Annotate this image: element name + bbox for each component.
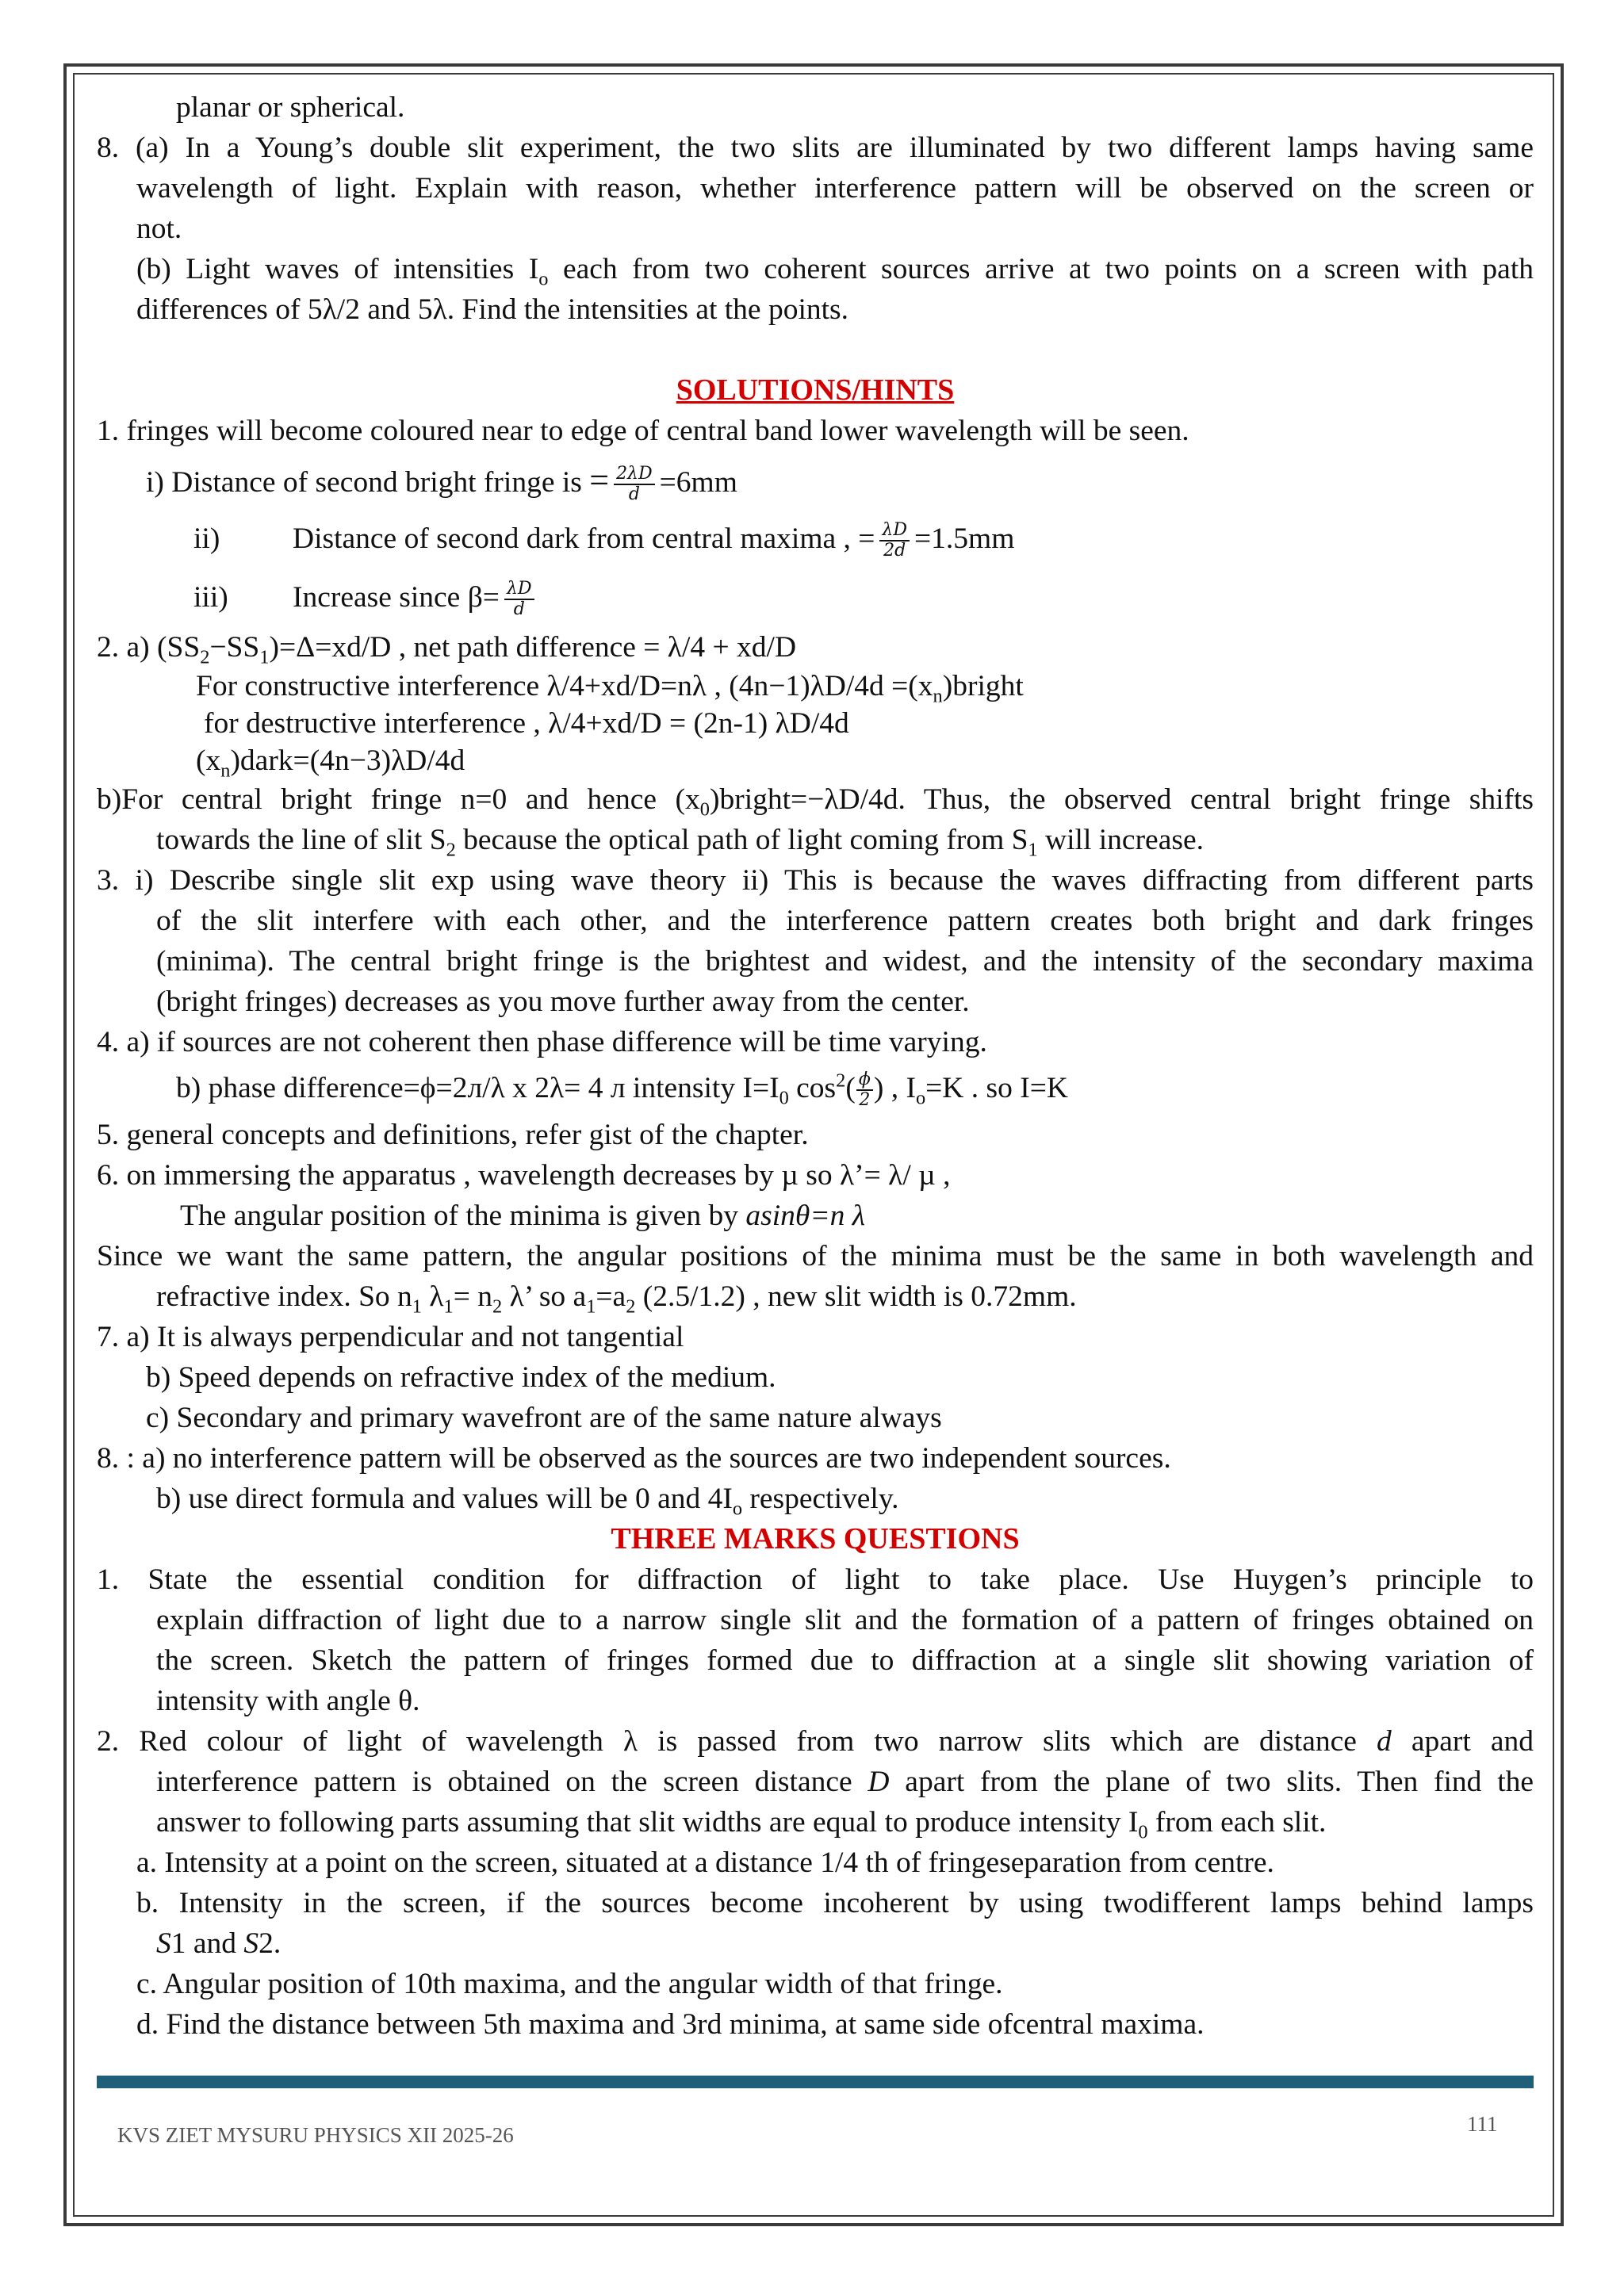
q8-line-3: not. [136, 212, 182, 245]
tm-q2-line-3: answer to following parts assuming that slit widths are equal to produce intensity $I_0$ from each slit. [156, 1806, 1327, 1843]
fraction-phi-over-2: $\frac{\phi}{2}$ [856, 1070, 873, 1110]
tm-q2-line-1: 2. Red colour of light of wavelength λ is passed from two narrow slits which are distance d apart and [97, 1725, 1534, 1758]
tm-q1-line-2: explain diffraction of light due to a narrow single slit and the formation of a pattern of fringes obtained on [156, 1604, 1534, 1636]
q8-line-2: wavelength of light. Explain with reason, whether interference pattern will be observed on the screen or [136, 172, 1534, 205]
fraction-2lambdaD-over-d: $\frac{2\lambda D}{d}$ [614, 465, 655, 504]
sol-7b: b) Speed depends on refractive index of the medium. [146, 1361, 776, 1394]
q8-line-4: (b) Light waves of intensities $I_o$ each from two coherent sources arrive at two points on a screen with path [136, 253, 1534, 290]
sol-1: 1. fringes will become coloured near to edge of central band lower wavelength will be seen. [97, 415, 1189, 447]
solutions-heading: SOLUTIONS/HINTS [676, 373, 955, 407]
tm-q2-part-b-cont: S1 and S2. [156, 1927, 282, 1960]
sol-3c: (minima). The central bright fringe is the brightest and widest, and the intensity of the secondary maxima [156, 945, 1534, 978]
q8-line-1: 8. (a) In a Young’s double slit experiment, the two slits are illuminated by two different lamps having same [97, 132, 1534, 164]
spacer [97, 330, 1534, 370]
footer-text: KVS ZIET MYSURU PHYSICS XII 2025-26 [117, 2123, 514, 2147]
sol-7a: 7. a) It is always perpendicular and not tangential [97, 1321, 684, 1353]
fraction-lambdaD-over-2d: $\frac{\lambda D}{2d}$ [879, 521, 910, 561]
sol-2c: for destructive interference , λ/4+xd/D = (2n-1) λD/4d [204, 707, 849, 740]
sol-3d: (bright fringes) decreases as you move further away from the center. [156, 985, 970, 1018]
q8-line-5: differences of 5λ/2 and 5λ. Find the intensities at the points. [136, 293, 849, 326]
sol-1-ii: ii) Distance of second dark from central maxima , = $\frac{\lambda D}{2d}$ =1.5mm [193, 520, 1015, 561]
tm-q1-line-3: the screen. Sketch the pattern of fringes formed due to diffraction at a single slit showing variation of [156, 1644, 1534, 1677]
sol-7c: c) Secondary and primary wavefront are of the same nature always [146, 1402, 942, 1434]
tm-q1-line-1: 1. State the essential condition for diffraction of light to take place. Use Huygen’s principle to [97, 1563, 1534, 1596]
page-number: 111 [1467, 2112, 1498, 2136]
sol-2f: towards the line of slit $S_2$ because the optical path of light coming from $S_1$ will increase. [156, 824, 1204, 861]
sol-2b: For constructive interference λ/4+xd/D=nλ , $(4n-1)\lambda D/4d =(x_n)bright$ [196, 670, 1024, 707]
sol-2d: $(x_n)dark=(4n-3)\lambda D/4d$ [196, 744, 465, 782]
sol-3b: of the slit interfere with each other, and the interference pattern creates both bright and dark fringes [156, 905, 1534, 937]
tm-q2-part-b: b. Intensity in the screen, if the sources become incoherent by using twodifferent lamps behind lamps [136, 1887, 1534, 1919]
sol-2e: b)For central bright fringe n=0 and hence $(x_0)bright=-\lambda D/4d$. Thus, the observed central bright fringe shifts [97, 783, 1534, 821]
tm-q2-part-a: a. Intensity at a point on the screen, situated at a distance 1/4 th of fringeseparation from centre. [136, 1846, 1274, 1879]
sol-4b: b) phase difference=ϕ=2л/λ x 2λ= 4 л intensity $I=I_0$ $\cos^2$( $\frac{\phi}{2}$ ) , $I_o=K$ . so I=K [176, 1070, 1068, 1111]
sol-3a: 3. i) Describe single slit exp using wave theory ii) This is because the waves diffracting from different parts [97, 864, 1534, 897]
sol-5: 5. general concepts and definitions, refer gist of the chapter. [97, 1119, 809, 1151]
tm-q2-line-2: interference pattern is obtained on the screen distance D apart from the plane of two slits. Then find the [156, 1766, 1534, 1798]
sol-6b: The angular position of the minima is given by asinθ=n λ [180, 1200, 866, 1232]
sol-1-iii: iii) Increase since β= $\frac{\lambda D}{d}$ [97, 568, 1534, 627]
sol-6d: refractive index. So $n_1$ $\lambda_1= n_2$ λ’ so $a_1=a_2$ (2.5/1.2) , new slit width is 0.72mm. [156, 1280, 1077, 1318]
sol-8a: 8. : a) no interference pattern will be observed as the sources are two independent sources. [97, 1442, 1171, 1475]
sol-4a: 4. a) if sources are not coherent then phase difference will be time varying. [97, 1026, 987, 1058]
tm-q2-part-c: c. Angular position of 10th maxima, and the angular width of that fringe. [136, 1968, 1003, 2000]
sol-6a: 6. on immersing the apparatus , wavelength decreases by µ so λ’= λ/ µ , [97, 1159, 951, 1192]
sol-8b: b) use direct formula and values will be 0 and $4I_o$ respectively. [156, 1483, 899, 1520]
q8-line-0: planar or spherical. [176, 91, 405, 124]
tm-q2-part-d: d. Find the distance between 5th maxima and 3rd minima, at same side ofcentral maxima. [136, 2008, 1205, 2041]
page-content [97, 87, 1534, 2045]
sol-2a: 2. a) $(SS_2-SS_1)=\Delta=xd/D$ , net path difference = λ/4 + xd/D [97, 631, 797, 668]
three-marks-heading: THREE MARKS QUESTIONS [611, 1522, 1020, 1556]
footer-bar [97, 2076, 1534, 2088]
tm-q1-line-4: intensity with angle θ. [156, 1685, 420, 1717]
sol-1-i: i) Distance of second bright fringe is = $\frac{2\lambda D}{d}$ =6mm [146, 461, 737, 505]
fraction-lambdaD-over-d: $\frac{\lambda D}{d}$ [504, 580, 534, 619]
sol-6c: Since we want the same pattern, the angular positions of the minima must be the same in both wavelength and [97, 1240, 1534, 1272]
